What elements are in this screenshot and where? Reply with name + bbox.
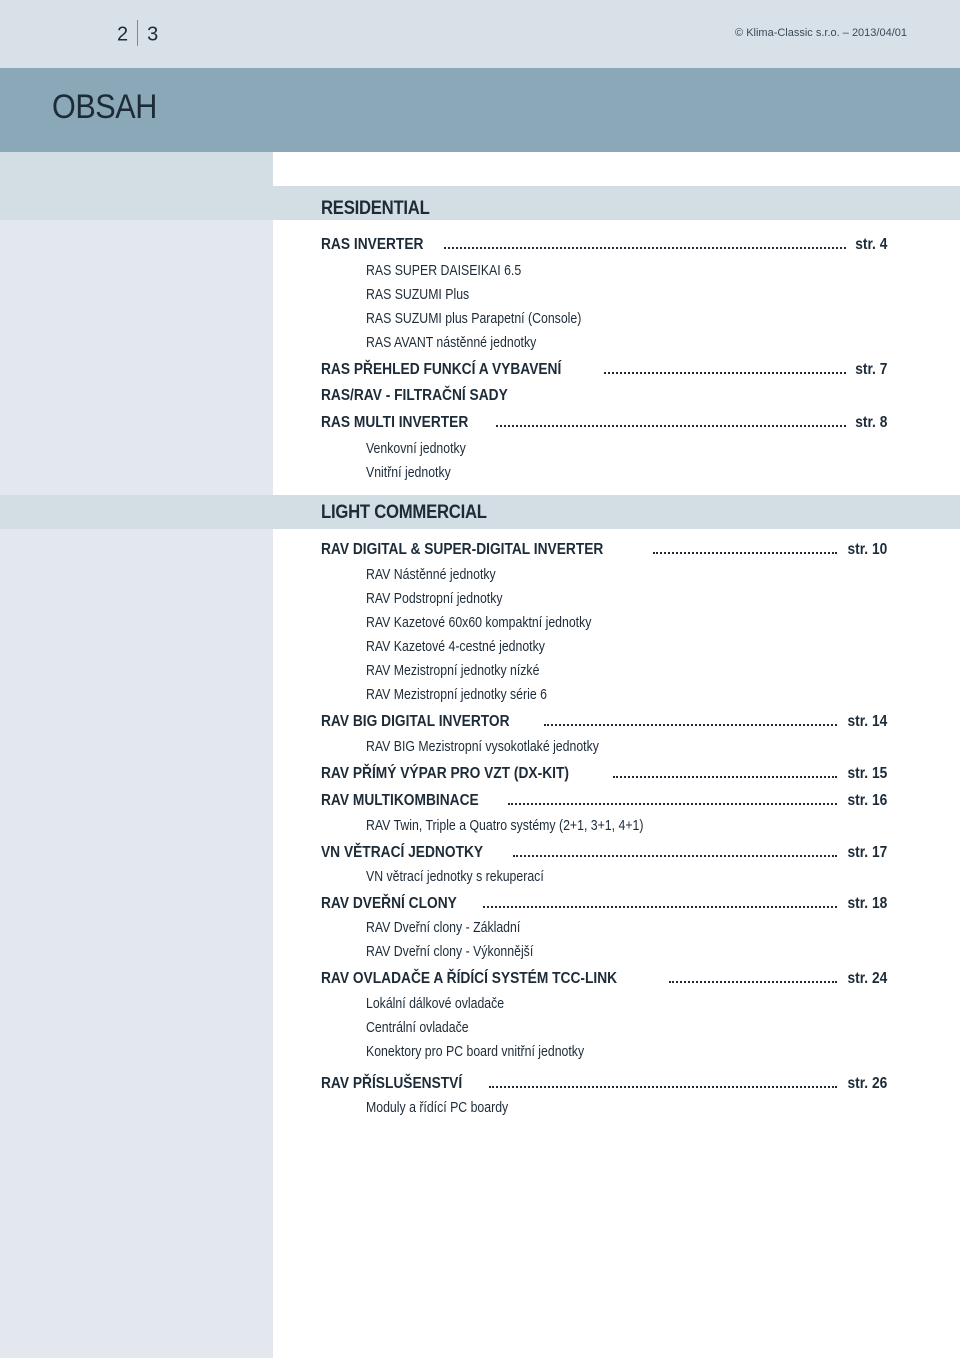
toc-entry-rav-multikombinace[interactable] [321, 792, 887, 810]
dot-leader [489, 1086, 837, 1088]
left-column-panel [0, 152, 273, 1358]
toc-entry-page: str. 7 [854, 361, 887, 378]
toc-subitem: RAV Dveřní clony - Základní [366, 919, 521, 936]
toc-entry-rav-digital[interactable] [321, 541, 887, 559]
toc-subitem: RAV Kazetové 60x60 kompaktní jednotky [366, 614, 592, 631]
toc-entry-page: str. 15 [847, 765, 887, 782]
toc-entry-ras-prehled[interactable] [321, 361, 887, 379]
toc-entry-page: str. 26 [847, 1075, 887, 1092]
toc-entry-page: str. 8 [854, 414, 887, 431]
page-separator [137, 20, 138, 46]
section-residential: RESIDENTIAL [321, 198, 430, 219]
toc-subitem: Konektory pro PC board vnitřní jednotky [366, 1043, 585, 1060]
toc-entry-page: str. 17 [847, 844, 887, 861]
page-number-left: 2 [117, 23, 129, 46]
toc-entry-label: VN VĚTRACÍ JEDNOTKY [321, 844, 484, 861]
dot-leader [544, 724, 836, 726]
page-numbers [117, 22, 158, 48]
toc-entry-page: str. 14 [847, 713, 887, 730]
dot-leader [604, 372, 845, 374]
section-light-commercial: LIGHT COMMERCIAL [321, 502, 487, 523]
toc-subitem: Centrální ovladače [366, 1019, 469, 1036]
dot-leader [613, 776, 836, 778]
toc-entry-label: RAS INVERTER [321, 236, 424, 253]
toc-entry-page: str. 16 [847, 792, 887, 809]
dot-leader [508, 803, 836, 805]
toc-subitem: RAV Nástěnné jednotky [366, 566, 496, 583]
toc-subitem: Vnitřní jednotky [366, 464, 451, 481]
left-column-top-panel [0, 152, 273, 186]
toc-subitem: RAS SUZUMI plus Parapetní (Console) [366, 310, 582, 327]
toc-subitem: RAS SUZUMI Plus [366, 286, 470, 303]
toc-entry-label: RAV MULTIKOMBINACE [321, 792, 479, 809]
toc-entry-ras-multi[interactable] [321, 414, 887, 432]
toc-subitem: RAS AVANT nástěnné jednotky [366, 334, 537, 351]
toc-subitem: RAV Twin, Triple a Quatro systémy (2+1, 3+1, 4+1) [366, 817, 644, 834]
dot-leader [496, 425, 845, 427]
toc-entry-rav-ovladace[interactable] [321, 970, 887, 988]
toc-entry-label: RAV DIGITAL & SUPER-DIGITAL INVERTER [321, 541, 604, 558]
toc-subitem: Moduly a řídící PC boardy [366, 1099, 509, 1116]
dot-leader [483, 906, 837, 908]
toc-subitem: RAV Dveřní clony - Výkonnější [366, 943, 534, 960]
toc-entry-ras-inverter[interactable] [321, 236, 887, 254]
toc-entry-page: str. 10 [847, 541, 887, 558]
toc-entry-vn-vetraci[interactable] [321, 844, 887, 862]
toc-subitem: RAV Kazetové 4-cestné jednotky [366, 638, 545, 655]
toc-entry-label: RAV PŘÍMÝ VÝPAR PRO VZT (DX-KIT) [321, 765, 569, 782]
toc-entry-label: RAS MULTI INVERTER [321, 414, 469, 431]
page-title: OBSAH [52, 88, 157, 126]
toc-entry-label: RAV DVEŘNÍ CLONY [321, 895, 457, 912]
dot-leader [444, 247, 846, 249]
toc-entry-rav-big[interactable] [321, 713, 887, 731]
toc-subitem: VN větrací jednotky s rekuperací [366, 868, 544, 885]
toc-entry-page: str. 4 [854, 236, 887, 253]
toc-subitem: RAV Mezistropní jednotky série 6 [366, 686, 547, 703]
toc-entry-rav-primy[interactable] [321, 765, 887, 783]
toc-subitem: Venkovní jednotky [366, 440, 466, 457]
dot-leader [669, 981, 836, 983]
toc-entry-page: str. 24 [847, 970, 887, 987]
toc-subitem: Lokální dálkové ovladače [366, 995, 505, 1012]
toc-subitem: RAV BIG Mezistropní vysokotlaké jednotky [366, 738, 599, 755]
toc-entry-rav-prislusenstvi[interactable] [321, 1075, 887, 1093]
dot-leader [513, 855, 836, 857]
toc-entry-label: RAV PŘÍSLUŠENSTVÍ [321, 1075, 463, 1092]
toc-subitem: RAV Podstropní jednotky [366, 590, 503, 607]
toc-subitem: RAV Mezistropní jednotky nízké [366, 662, 540, 679]
toc-subitem: RAS SUPER DAISEIKAI 6.5 [366, 262, 522, 279]
dot-leader [653, 552, 836, 554]
page-number-right: 3 [147, 23, 159, 46]
copyright-text: © Klima-Classic s.r.o. – 2013/04/01 [735, 27, 907, 39]
toc-entry-rav-dverni[interactable] [321, 895, 887, 913]
toc-entry-page: str. 18 [847, 895, 887, 912]
residential-band [0, 186, 960, 220]
toc-entry-label: RAS PŘEHLED FUNKCÍ A VYBAVENÍ [321, 361, 562, 378]
toc-heading-ras-filtracni: RAS/RAV - FILTRAČNÍ SADY [321, 387, 508, 404]
toc-entry-label: RAV BIG DIGITAL INVERTOR [321, 713, 510, 730]
toc-entry-label: RAV OVLADAČE A ŘÍDÍCÍ SYSTÉM TCC-LINK [321, 970, 618, 987]
